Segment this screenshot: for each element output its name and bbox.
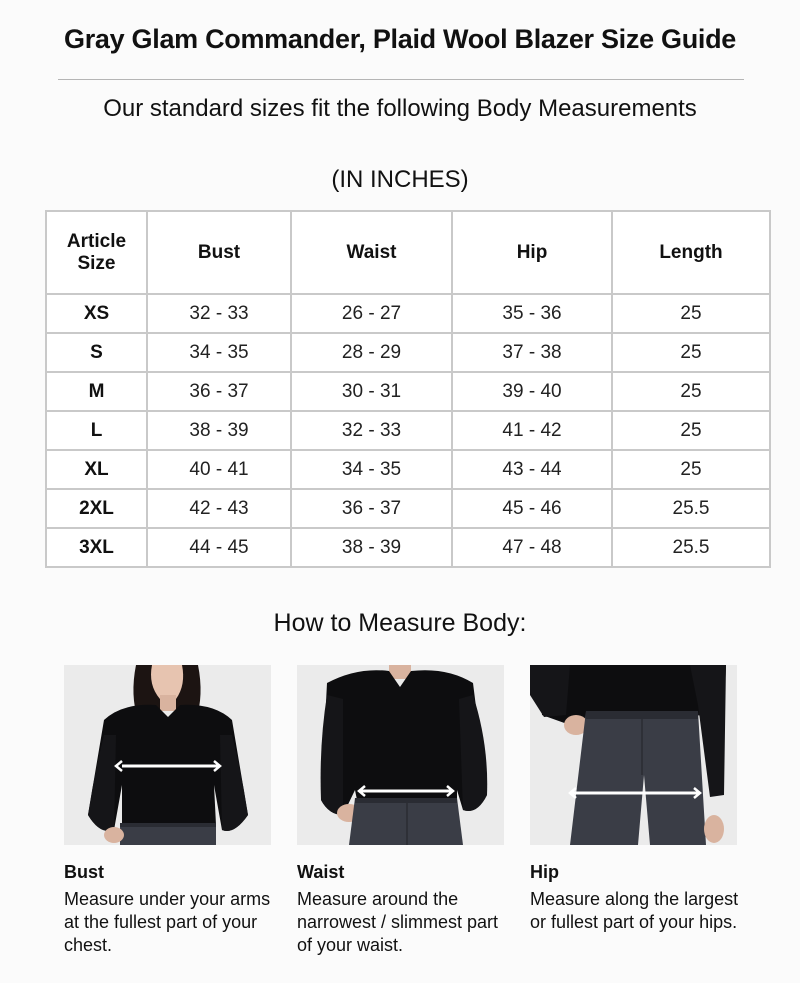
measurement-cell: 32 - 33 <box>147 294 291 333</box>
size-table <box>45 210 771 568</box>
bust-measurement-photo <box>64 665 271 845</box>
size-label-cell: L <box>46 411 147 450</box>
measurement-cell: 47 - 48 <box>452 528 612 567</box>
measurement-cell: 25 <box>612 294 770 333</box>
header-article-size <box>46 211 147 294</box>
size-table-header-row <box>46 211 770 294</box>
bust-caption-text: Measure under your arms at the fullest part of your chest. <box>64 889 271 955</box>
size-label-cell: 2XL <box>46 489 147 528</box>
measurement-cell: 43 - 44 <box>452 450 612 489</box>
measurement-cell: 44 - 45 <box>147 528 291 567</box>
measurement-cell: 40 - 41 <box>147 450 291 489</box>
size-row <box>46 294 770 333</box>
header-waist: Waist <box>291 211 452 294</box>
title-divider <box>58 79 744 80</box>
waist-caption-text: Measure around the narrowest / slimmest part of your waist. <box>297 889 499 955</box>
measurement-cell: 39 - 40 <box>452 372 612 411</box>
measurement-cell: 28 - 29 <box>291 333 452 372</box>
page-title: Gray Glam Commander, Plaid Wool Blazer Size Guide <box>64 24 736 54</box>
size-row <box>46 528 770 567</box>
waist-measurement-photo <box>297 665 504 845</box>
hip-caption-text: Measure along the largest or fullest part of your hips. <box>530 889 739 932</box>
measure-heading: How to Measure Body: <box>273 609 527 637</box>
size-row <box>46 333 770 372</box>
size-label-cell: S <box>46 333 147 372</box>
measurement-cell: 25.5 <box>612 489 770 528</box>
measurement-cell: 26 - 27 <box>291 294 452 333</box>
measurement-cell: 25 <box>612 411 770 450</box>
measurement-cell: 34 - 35 <box>147 333 291 372</box>
size-label-cell: XL <box>46 450 147 489</box>
measurement-cell: 30 - 31 <box>291 372 452 411</box>
size-row <box>46 372 770 411</box>
measurement-cell: 41 - 42 <box>452 411 612 450</box>
measurement-cell: 37 - 38 <box>452 333 612 372</box>
measurement-cell: 38 - 39 <box>291 528 452 567</box>
measurement-cell: 42 - 43 <box>147 489 291 528</box>
bust-caption-title: Bust <box>64 862 104 882</box>
measurement-cell: 34 - 35 <box>291 450 452 489</box>
header-article-size-label: Article Size <box>66 230 127 274</box>
page-subtitle: Our standard sizes fit the following Body Measurements <box>103 95 697 122</box>
header-length: Length <box>612 211 770 294</box>
size-row <box>46 489 770 528</box>
measurement-cell: 25.5 <box>612 528 770 567</box>
measurement-cell: 32 - 33 <box>291 411 452 450</box>
measurement-cell: 35 - 36 <box>452 294 612 333</box>
measurement-cell: 36 - 37 <box>147 372 291 411</box>
size-label-cell: M <box>46 372 147 411</box>
size-label-cell: XS <box>46 294 147 333</box>
size-row <box>46 450 770 489</box>
measurement-cell: 25 <box>612 333 770 372</box>
units-label: (IN INCHES) <box>331 166 469 193</box>
hip-measurement-photo <box>530 665 737 845</box>
waist-caption-title: Waist <box>297 862 345 882</box>
measurement-cell: 36 - 37 <box>291 489 452 528</box>
measurement-cell: 25 <box>612 372 770 411</box>
measurement-cell: 45 - 46 <box>452 489 612 528</box>
hip-caption-title: Hip <box>530 862 559 882</box>
header-hip: Hip <box>452 211 612 294</box>
measurement-cell: 25 <box>612 450 770 489</box>
header-bust: Bust <box>147 211 291 294</box>
size-label-cell: 3XL <box>46 528 147 567</box>
measurement-cell: 38 - 39 <box>147 411 291 450</box>
size-row <box>46 411 770 450</box>
